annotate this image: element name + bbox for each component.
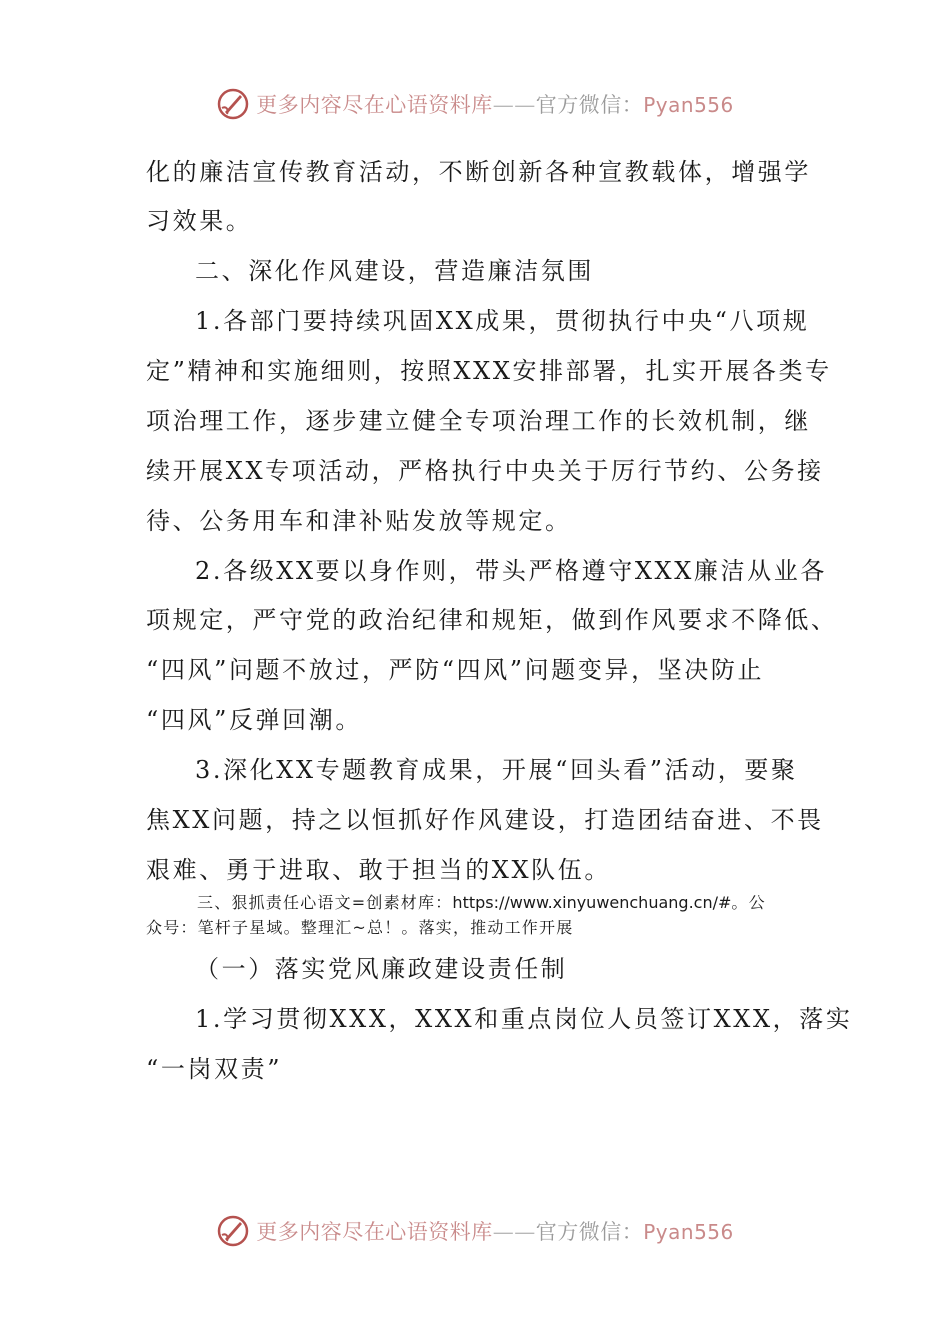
quill-logo-icon — [216, 1214, 250, 1248]
body-line: “四风”问题不放过，严防“四风”问题变异，坚决防止 — [146, 656, 765, 684]
header-promo: 更多内容尽在心语资料库 — [256, 93, 493, 117]
body-line: “一岗双责” — [146, 1055, 283, 1083]
footer-wechat-id: Pyan556 — [643, 1220, 734, 1244]
footer-dash: —— — [492, 1220, 536, 1244]
footer-promo: 更多内容尽在心语资料库 — [256, 1220, 493, 1244]
source-url-link[interactable]: https://www.xinyuwenchuang.cn/# — [452, 893, 732, 912]
footer-banner-text — [256, 1216, 734, 1246]
section-heading: 二、深化作风建设，营造廉洁氛围 — [195, 257, 594, 285]
body-line: 1.各部门要持续巩固XX成果，贯彻执行中央“八项规 — [195, 307, 810, 335]
body-line: 续开展XX专项活动，严格执行中央关于厉行节约、公务接 — [146, 457, 824, 485]
body-line: “四风”反弹回潮。 — [146, 706, 362, 734]
body-line: 项治理工作，逐步建立健全专项治理工作的长效机制，继 — [146, 407, 811, 435]
header-wechat-id: Pyan556 — [643, 93, 734, 117]
body-line: 化的廉洁宣传教育活动，不断创新各种宣教载体，增强学 — [146, 158, 811, 186]
header-dash: —— — [492, 93, 536, 117]
subsection-heading: （一）落实党风廉政建设责任制 — [195, 955, 568, 983]
body-line: 艰难、勇于进取、敢于担当的XX队伍。 — [146, 856, 611, 884]
body-line: 焦XX问题，持之以恒抓好作风建设，打造团结奋进、不畏 — [146, 806, 824, 834]
body-line: 待、公务用车和津补贴发放等规定。 — [146, 507, 572, 535]
footer-wechat-label: 官方微信： — [535, 1220, 644, 1244]
body-line: 3.深化XX专题教育成果，开展“回头看”活动，要聚 — [195, 756, 798, 784]
body-line: 1.学习贯彻XXX，XXX和重点岗位人员签订XXX，落实 — [195, 1005, 853, 1033]
body-line: 2.各级XX要以身作则，带头严格遵守XXX廉洁从业各 — [195, 557, 827, 585]
body-line: 定”精神和实施细则，按照XXX安排部署，扎实开展各类专 — [146, 357, 832, 385]
body-line: 习效果。 — [146, 207, 253, 235]
header-wechat-label: 官方微信： — [535, 93, 644, 117]
footer-banner — [0, 1211, 950, 1251]
small-text-line — [197, 892, 766, 914]
small-line-suffix: 。公 — [731, 893, 766, 912]
body-line: 项规定，严守党的政治纪律和规矩，做到作风要求不降低、 — [146, 606, 838, 634]
small-line-prefix: 三、狠抓责任心语文=创素材库： — [197, 893, 453, 912]
small-text-line: 众号：笔杆子星域。整理汇~总！。落实，推动工作开展 — [146, 918, 574, 937]
